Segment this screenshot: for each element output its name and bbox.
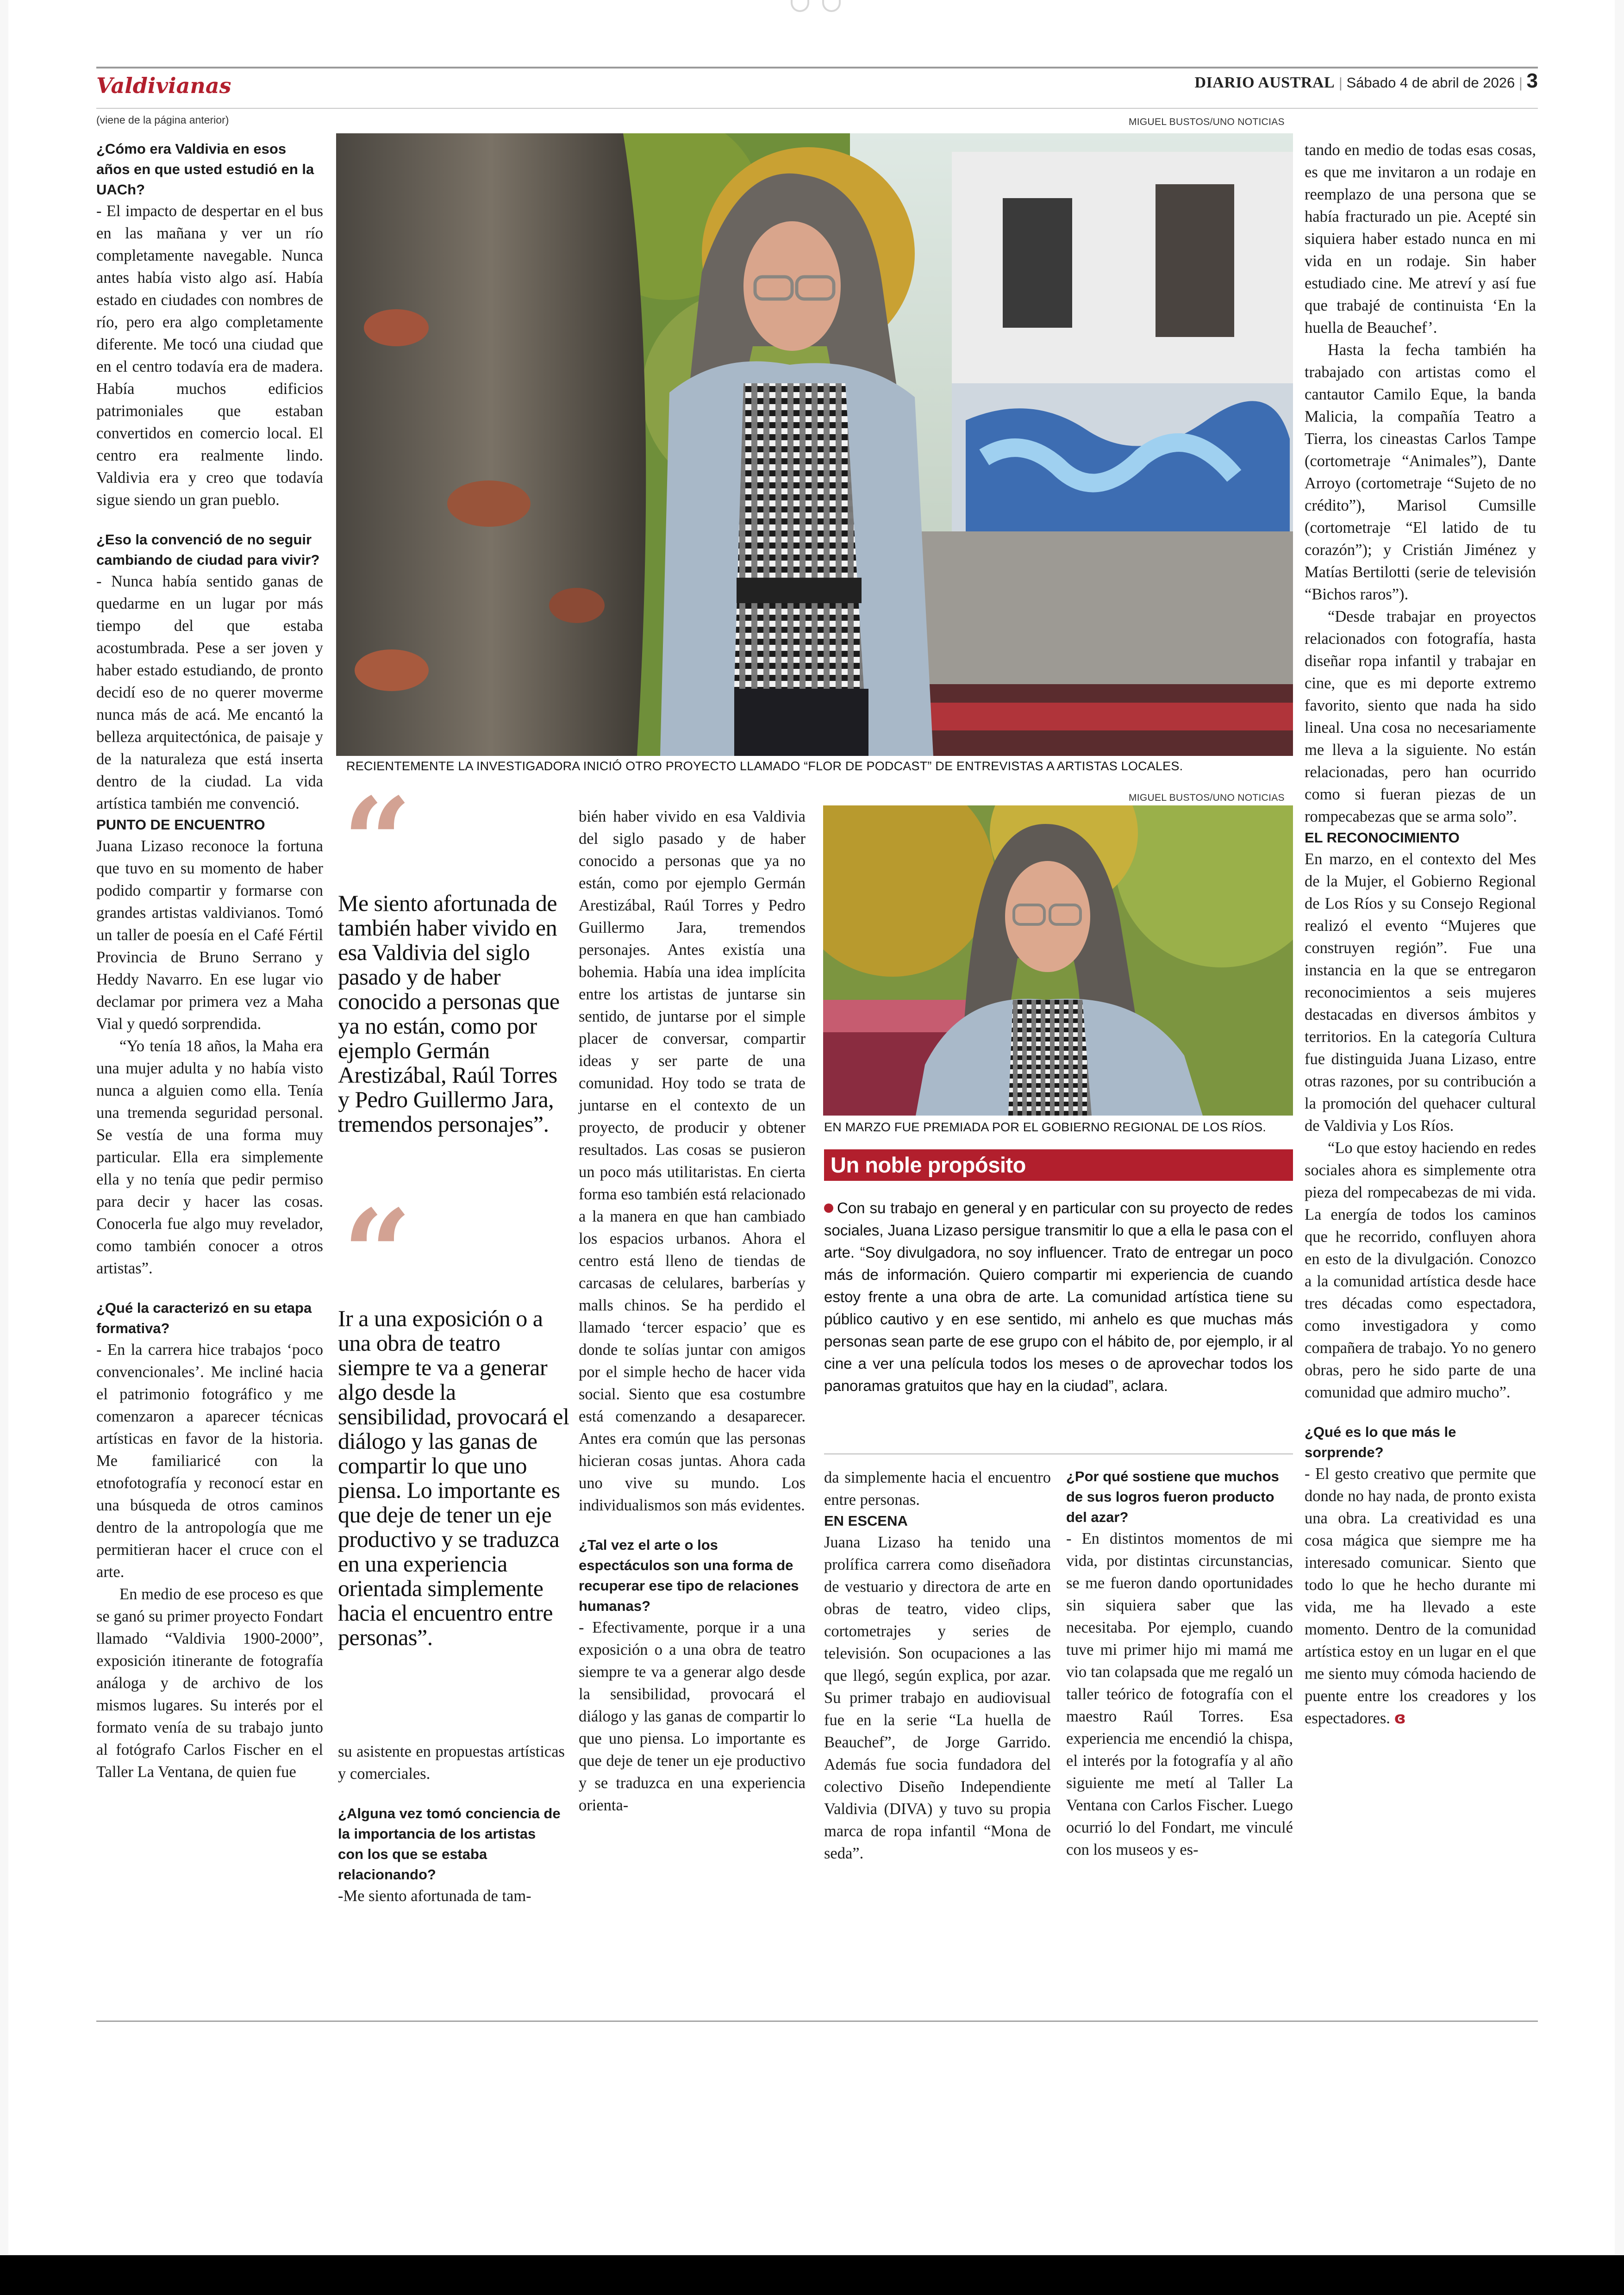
issue-date: Sábado 4 de abril de 2026: [1346, 75, 1515, 91]
paragraph: Juana Lizaso ha tenido una prolífica carrera como diseñadora de vestuario y directora de arte en obras de teatro, video clips, cortometrajes y series de televisión. Son ocupaciones a las que llegó, según explica, por azar. Su primer trabajo en audiovisual fue en la serie “La huella de Beauchef”, de Jorge Garrido. Además fue socia fundadora del colectivo Diseño Independiente Valdivia (DIVA) y tuvo su propia marca de ropa infantil “Mona de seda”.: [824, 1534, 1051, 1862]
masthead-separator: |: [1338, 75, 1343, 91]
main-photo: [336, 133, 1293, 756]
masthead-separator: |: [1518, 75, 1523, 91]
question: ¿Qué la caracterizó en su etapa formativa?: [96, 1300, 312, 1336]
bottom-bar: [0, 2255, 1624, 2295]
question: ¿Alguna vez tomó conciencia de la importancia de los artistas con los que se estaba relacionando?: [338, 1805, 561, 1883]
paragraph: tando en medio de todas esas cosas, es que me invitaron a un rodaje en reemplazo de una persona que se había fracturado un pie. Acepté sin siquiera haber estado nunca en mi vida en un rodaje. Sin haber estudiado cine. Me atreví y así fue que trabajé de continuista ‘En la huella de Beauchef’.: [1305, 141, 1536, 337]
paragraph: Hasta la fecha también ha trabajado con artistas como el cantautor Camilo Eque, la banda Malicia, la compañía Teatro a Tierra, los cineastas Carlos Tampe (cortometraje “Animales”), Dante Arroyo (cortometraje “Sujeto de no crédito”), Marisol Cumsille (cortometraje “El latido de tu corazón”); y Cristián Jiménez y Matías Bertilotti (serie de televisión “Bichos raros”).: [1305, 341, 1536, 603]
question: ¿Cómo era Valdivia en esos años en que usted estudió en la UACh?: [96, 141, 314, 198]
column-6: [1305, 139, 1536, 1729]
column-4: [824, 1466, 1051, 1865]
paragraph: bién haber vivido en esa Valdivia del siglo pasado y de haber conocido a personas que ya no están, como por ejemplo Germán Arestizábal, Raúl Torres y Pedro Guillermo Jara, tremendos personajes. Antes existía una bohemia. Había una idea implícita entre los artistas de juntarse sin sentido, de juntarse por el simple placer de conversar, compartir ideas y ser parte de una comunidad. Hoy todo se trata de juntarse en el contexto de un proyecto, de producir y obtener resultados. Las cosas se pusieron un poco más utilitaristas. En cierta forma eso también está relacionado a la manera en que han cambiado los espacios urbanos. Ahora el centro está lleno de tiendas de carcasas de celulares, barberías y malls chinos. Se ha perdido el llamado ‘tercer espacio’ que es donde te solías juntar con amigos por el simple hecho de hacer vida social. Siento que esa costumbre está comenzando a desaparecer. Antes era común que las personas hicieran cosas juntas. Ahora cada uno vive su mundo. Los individualismos son más evidentes.: [579, 808, 806, 1514]
paragraph: “Lo que estoy haciendo en redes sociales ahora es simplemente otra pieza del rompecabezas de mi vida. La energía de todos los caminos que he recorrido, confluyen ahora en esto de la divulgación. Conozco a la comunidad artística desde hace tres décadas como espectadora, como investigadora y como compañera de trabajo. Yo no genero obras, pero he sido parte de una comunidad que admiro mucho”.: [1305, 1139, 1536, 1401]
answer: - El impacto de despertar en el bus en las mañana y ver un río completamente navegable. Nunca antes había visto algo así. Había estado en ciudades con nombres de río, pero era algo completamente diferente. Me tocó una ciudad que en el centro todavía era de madera. Había muchos edificios patrimoniales que estaban convertidos en comercio local. El centro era realmente lindo. Valdivia era y creo que todavía sigue siendo un gran pueblo.: [96, 202, 323, 509]
column-1: [96, 139, 323, 1783]
question: ¿Eso la convenció de no seguir cambiando de ciudad para vivir?: [96, 531, 320, 568]
small-photo-caption: EN MARZO FUE PREMIADA POR EL GOBIERNO REGIONAL DE LOS RÍOS.: [824, 1120, 1266, 1134]
footer-rule: [96, 2021, 1538, 2022]
column-3: [579, 805, 806, 1816]
paragraph: En medio de ese proceso es que se ganó su primer proyecto Fondart llamado “Valdivia 1900-2000”, exposición itinerante de fotografía análoga y de archivo de los mismos lugares. Su interés por el formato venía de su trabajo junto al fotógrafo Carlos Fischer en el Taller La Ventana, de quien fue: [96, 1585, 323, 1781]
paper-name: DIARIO AUSTRAL: [1194, 74, 1335, 91]
question: ¿Por qué sostiene que muchos de sus logros fueron producto del azar?: [1066, 1468, 1279, 1525]
newspaper-page: [8, 0, 1615, 2254]
answer: - Efectivamente, porque ir a una exposición o a una obra de teatro siempre te va a generar algo desde la sensibilidad, provocará el diálogo y las ganas de compartir lo que uno piensa. Lo importante es que deje de tener un eje productivo y se traduzca en una experiencia orienta-: [579, 1619, 806, 1814]
answer: -Me siento afortunada de tam-: [338, 1887, 531, 1905]
masthead: [1195, 69, 1538, 93]
paragraph: su asistente en propuestas artísticas y comerciales.: [338, 1743, 565, 1783]
header-rule: [96, 67, 1538, 69]
subheading: PUNTO DE ENCUENTRO: [96, 817, 265, 833]
pull-quote: Me siento afortunada de también haber vivido en esa Valdivia del siglo pasado y de haber conocido a personas que ya no están, como por ejemplo Germán Arestizábal, Raúl Torres y Pedro Guillermo Jara, tremendos personajes”.: [338, 890, 560, 1137]
paragraph: da simplemente hacia el encuentro entre personas.: [824, 1469, 1051, 1509]
portrait-photo-small-illustration: [823, 805, 1293, 1116]
paragraph: “Desde trabajar en proyectos relacionados con fotografía, hasta diseñar ropa infantil y trabajar en cine, que es mi deporte extremo favorito, siento que nada ha sido lineal. Una cosa no necesariamente me lleva a la siguiente. No están relacionadas, pero han ocurrido como si fueran piezas de un rompecabezas que se arma solo”.: [1305, 608, 1536, 825]
paragraph: Juana Lizaso reconoce la fortuna que tuvo en su momento de haber podido compartir y formarse con grandes artistas valdivianos. Tomó un taller de poesía en el Café Fértil Provincia de Bruno Serrano y Heddy Navarro. En ese lugar vio declamar por primera vez a Maha Vial y quedó sorprendida.: [96, 837, 323, 1033]
subheading: EN ESCENA: [824, 1513, 908, 1529]
quote-mark-icon: “: [343, 772, 412, 913]
main-photo-credit: MIGUEL BUSTOS/UNO NOTICIAS: [1129, 117, 1285, 127]
box-title: Un noble propósito: [824, 1149, 1293, 1181]
end-mark-icon: ɞ: [1394, 1709, 1406, 1727]
pull-quote: Ir a una exposición o a una obra de teatro siempre te va a generar algo desde la sensibilidad, provocará el diálogo y las ganas de compartir lo que uno piensa. Lo importante es que deje de tener un eje productivo y se traduzca en una experiencia orientada simplemente hacia el encuentro entre personas”.: [338, 1305, 569, 1650]
portrait-photo-main-illustration: [336, 133, 1293, 756]
box-bottom-rule: [824, 1453, 1293, 1454]
quote-mark-icon: “: [343, 1184, 412, 1325]
paragraph: “Yo tenía 18 años, la Maha era una mujer adulta y no había visto nunca a alguien como ella. Tenía una tremenda seguridad personal. Se vestía de una forma muy particular. Ella era simplemente ella y no tenía que pedir permiso para decir y hacer las cosas. Conocerla fue algo muy revelador, como también conocer a otros artistas”.: [96, 1037, 323, 1277]
header-subrule: [96, 108, 1538, 109]
box-text: Con su trabajo en general y en particular con su proyecto de redes sociales, Juana Lizaso persigue transmitir lo que a ella le pasa con el arte. “Soy divulgadora, no soy influencer. Trato de entregar un poco más de información. Quiero compartir mi experiencia de cuando estoy frente a una obra de arte. La comunidad artística tiene su público cautivo y en ese sentido, mi anhelo es que muchas más personas sean parte de ese grupo con el hábito de, por ejemplo, ir al cine a ver una película todos los meses o de aprovechar todos los panoramas gratuitos que hay en la ciudad”, aclara.: [824, 1199, 1293, 1394]
column-2: [338, 1740, 565, 1907]
small-photo: [823, 805, 1293, 1116]
question: ¿Qué es lo que más le sorprende?: [1305, 1424, 1456, 1460]
bullet-icon: [824, 1204, 833, 1213]
paragraph: En marzo, en el contexto del Mes de la Mujer, el Gobierno Regional de Los Ríos y su Consejo Regional realizó el evento “Mujeres que construyen región”. Fue una instancia en la que se entregaron reconocimientos a seis mujeres destacadas en diversos ámbitos y territorios. En la categoría Cultura fue distinguida Juana Lizaso, entre otras razones, por su contribución a la promoción del quehacer cultural de Valdivia y Los Ríos.: [1305, 850, 1536, 1135]
answer: - Nunca había sentido ganas de quedarme en un lugar por más tiempo del que estaba acostumbrada. Pese a ser joven y haber estado estudiando, de pronto decidí eso de no querer moverme nunca más de acá. Me encantó la belleza arquitectónica, de paisaje y de la naturaleza que está inserta dentro de la ciudad. La vida artística también me convenció.: [96, 573, 323, 812]
section-title: Valdivianas: [96, 73, 231, 98]
page-number: 3: [1526, 69, 1538, 92]
answer: - En la carrera hice trabajos ‘poco convencionales’. Me incliné hacia el patrimonio fotográfico y me comenzaron a aparecer técnicas artísticas en favor de la historia. Me familiaricé con la etnofotografía y reconocí estar en una búsqueda de otros caminos dentro de la antropología que me permitieran hacer el cruce con el arte.: [96, 1341, 323, 1581]
continued-note: (viene de la página anterior): [96, 114, 229, 126]
scroll-indicator: [791, 0, 856, 12]
subheading: EL RECONOCIMIENTO: [1305, 829, 1460, 846]
main-photo-caption: RECIENTEMENTE LA INVESTIGADORA INICIÓ OTRO PROYECTO LLAMADO “FLOR DE PODCAST” DE ENTREVISTAS A ARTISTAS LOCALES.: [346, 759, 1183, 773]
question: ¿Tal vez el arte o los espectáculos son una forma de recuperar ese tipo de relaciones humanas?: [579, 1537, 799, 1614]
small-photo-credit: MIGUEL BUSTOS/UNO NOTICIAS: [1129, 792, 1285, 803]
answer-text: - El gesto creativo que permite que donde no hay nada, de pronto exista una obra. La creatividad es una cosa mágica que siempre me ha interesado comunicar. Siento que todo lo que he hecho durante mi vida, me ha llevado a este momento. Dentro de la comunidad artística estoy en un lugar en el que me siento muy cómoda haciendo de puente entre los creadores y los espectadores.: [1305, 1465, 1536, 1727]
box-body: [824, 1197, 1293, 1397]
answer: - En distintos momentos de mi vida, por distintas circunstancias, se me fueron dando oportunidades sin siquiera saber que las necesitaba. Por ejemplo, cuando tuve mi primer hijo mi mamá me vio tan colapsada que me regaló un taller teórico de fotografía con el maestro Raúl Torres. Esa experiencia me encendió la chispa, el interés por la fotografía y al año siguiente me metí al Taller La Ventana con Carlos Fischer. Luego ocurrió lo del Fondart, me vinculé con los museos y es-: [1066, 1530, 1293, 1858]
column-5: [1066, 1466, 1293, 1861]
answer: [1305, 1463, 1536, 1729]
